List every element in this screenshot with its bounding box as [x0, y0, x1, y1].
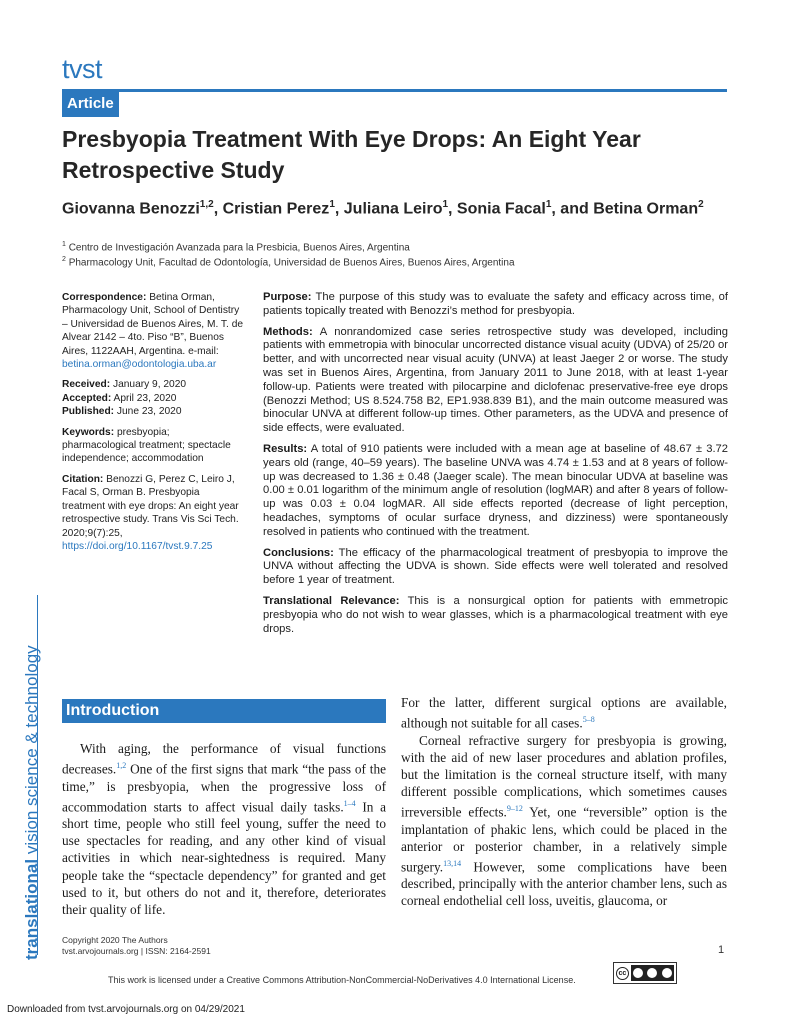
abstract-methods	[263, 326, 728, 436]
abstract-text: The efficacy of the pharmacological treatment of presbyopia to improve the UNVA without affecting the UDVA is shown. Side effects were well tolerated and resolved before 1 year of treatment.	[263, 546, 729, 587]
correspondence-text: Betina Orman, Pharmacology Unit, School of Dentistry – Universidad de Buenos Aires, M. T. de Alvear 2142 – 4to. Piso “B”, Buenos Aires, 1122AAH, Argentina. e-mail:	[62, 292, 244, 357]
abstract-label: Translational Relevance:	[263, 594, 400, 607]
author-affiliation-marker: 1	[329, 199, 335, 210]
introduction-column-left	[62, 740, 386, 918]
abstract-label: Purpose:	[263, 291, 312, 303]
published-label: Published:	[62, 406, 115, 418]
abstract-text: A total of 910 patients were included with a mean age at baseline of 48.67 ± 3.72 years old (range, 40–59 years). The baseline UNVA was 4.74 ± 1.53 and at 8 years of follow-up was decreased to 1.36 ± 0.48 (Jaeger scale). The mean binocular UDVA at baseline was 0.00 ± 0.01 logarithm of the minimum angle of resolution (logMAR) and after 8 years of follow-up was 0.03 ± 0.04 logMAR. All side effects reported (decrease of light perception, headaches, symptoms of ocular surface dryness, and dizziness) were spontaneously resolved in patients who continued with the treatment.	[263, 442, 728, 538]
journal-side-title-rest: vision science & technology	[22, 645, 41, 859]
journal-issn-text: tvst.arvojournals.org | ISSN: 2164-2591	[62, 946, 211, 956]
author-affiliation-marker: 2	[698, 199, 704, 210]
author-name: Sonia Facal	[456, 200, 546, 218]
affiliation-text: Centro de Investigación Avanzada para la Presbicia, Buenos Aires, Argentina	[68, 242, 410, 254]
published-date: June 23, 2020	[116, 406, 182, 418]
abstract-conclusions	[263, 547, 728, 588]
body-text: In a short time, people who still feel young, suffer the need to use spectacles for reading, and any other kind of visual activities in which near-sightedness is required. Many people take the “spectacle dependency” for granted and get used to it, but others do not and it, therefore, deteriorates their quality of life.	[62, 799, 386, 917]
introduction-heading: Introduction	[62, 699, 386, 723]
cc-icon: cc	[616, 967, 629, 980]
abstract-results	[263, 443, 728, 540]
correspondence-email-link[interactable]: betina.orman@odontologia.uba.ar	[62, 359, 217, 371]
affiliation-1	[62, 241, 410, 253]
footer-copyright	[62, 935, 211, 957]
author-name: Giovanna Benozzi	[62, 200, 200, 218]
body-text: One of the first signs that mark “the pass of the time,” is presbyopia, when the progressive loss of accommodation starts to affect visual daily tasks.	[62, 761, 386, 815]
paper-title: Presbyopia Treatment With Eye Drops: An Eight Year Retrospective Study	[62, 126, 641, 183]
citation-text: Benozzi G, Perez C, Leiro J, Facal S, Orman B. Presbyopia treatment with eye drops: An eight year retrospective study. Trans Vis Sci Tech. 2020;9(7):25,	[62, 473, 239, 539]
correspondence-block	[62, 291, 244, 371]
author-name: Cristian Perez	[222, 200, 330, 218]
download-note: Downloaded from tvst.arvojournals.org on 04/29/2021	[7, 1004, 245, 1015]
author-affiliation-marker: 1,2	[199, 199, 214, 210]
citation-label: Citation:	[62, 473, 104, 485]
author-name: Betina Orman	[593, 200, 699, 218]
reference-link[interactable]: 5–8	[582, 715, 595, 725]
keywords-block	[62, 426, 244, 466]
author-name: Juliana Leiro	[343, 200, 443, 218]
accepted-label: Accepted:	[62, 392, 112, 404]
abstract-text: This is a nonsurgical option for patients with emmetropic presbyopia who do not wish to wear glasses, which is a pharmacological treatment with eye drops.	[263, 594, 729, 635]
author-affiliation-marker: 1	[442, 199, 449, 210]
reference-link[interactable]: 1–4	[343, 798, 356, 808]
abstract-text: A nonrandomized case series retrospective study was developed, including patients with emmetropia with binocular uncorrected distance visual acuity (UDVA) of 25/20 or better, and with uncorrected near visual acuity (UNVA) at least Jaeger 2 or worse. The study was set in Buenos Aires, Argentina, from January 2011 to June 2018, with at least 1-year follow-up. Patients were treated with pilocarpine and diclofenac preservative-free eye drops (Benozzi Method; US 8.524.758 B2, EP1.938.839 B1), and the main outcome measured was binocular UNVA at different follow-up times. Other parameters, as the UDVA and presence of side effects, were evaluated.	[263, 325, 728, 435]
reference-link[interactable]: 9–12	[506, 803, 523, 813]
author-list: Giovanna Benozzi$^{1,2}$, Cristian Perez$^1$, Juliana Leiro$^1$, Sonia Facal$^1$, and Betina Orman$^2$	[62, 199, 704, 218]
reference-link[interactable]: 1,2	[116, 761, 127, 771]
cc-by-nc-nd-icon	[631, 965, 674, 981]
dates-block	[62, 378, 244, 418]
received-label: Received:	[62, 379, 111, 391]
abstract-purpose	[263, 291, 728, 319]
journal-logo: tvst	[62, 54, 103, 84]
body-text: With aging, the performance of visual functions decreases.	[62, 741, 386, 777]
abstract-translational-relevance	[263, 595, 728, 636]
body-text: For the latter, different surgical options are available, although not suitable for all cases.	[401, 695, 727, 731]
journal-side-title-bold: translational	[22, 858, 41, 960]
body-text: However, some complications have been described, principally with the anterior chamber lens, such as corneal endothelial cell loss, uveitis, glaucoma, or	[401, 859, 727, 909]
affiliation-2	[62, 256, 515, 268]
abstract-text: The purpose of this study was to evaluate the safety and efficacy across time, of patients topically treated with Benozzi’s method for presbyopia.	[263, 291, 728, 317]
abstract	[263, 291, 728, 643]
accepted-date: April 23, 2020	[113, 392, 177, 404]
body-text: Yet, one “reversible” option is the implantation of phakic lens, which could be placed in the anterior or posterior chamber, in a relatively simple surgery.	[401, 804, 727, 875]
paragraph	[401, 694, 727, 732]
journal-side-title	[22, 645, 42, 960]
author-affiliation-marker: 1	[545, 199, 552, 210]
paragraph	[401, 732, 727, 910]
doi-link[interactable]: https://doi.org/10.1167/tvst.9.7.25	[62, 540, 213, 552]
creative-commons-license-icon[interactable]	[613, 962, 677, 984]
abstract-label: Methods:	[263, 325, 313, 338]
citation-block	[62, 473, 244, 553]
article-metadata	[62, 291, 244, 560]
correspondence-label: Correspondence:	[62, 292, 147, 303]
reference-link[interactable]: 13,14	[443, 858, 462, 868]
page-number: 1	[718, 944, 725, 956]
abstract-label: Results:	[263, 442, 308, 455]
copyright-text: Copyright 2020 The Authors	[62, 935, 168, 945]
keywords-text: presbyopia; pharmacological treatment; spectacle independence; accommodation	[62, 426, 231, 465]
keywords-label: Keywords:	[62, 426, 115, 438]
affiliation-number: 1	[62, 241, 66, 248]
body-text: Corneal refractive surgery for presbyopia is growing, with the aid of new laser procedures and ablation profiles, but the limitation is the corneal structure itself, with many different possible complications, which sometimes causes irreversible effects.	[401, 732, 727, 820]
license-text: This work is licensed under a Creative Commons Attribution-NonCommercial-NoDerivatives 4.0 International License.	[108, 975, 576, 985]
affiliation-number: 2	[62, 256, 66, 263]
introduction-column-right	[401, 694, 727, 909]
header-rule	[62, 89, 727, 92]
affiliation-text: Pharmacology Unit, Facultad de Odontología, Universidad de Buenos Aires, Buenos Aires, Argentina	[68, 257, 515, 269]
abstract-label: Conclusions:	[263, 546, 334, 559]
article-type-badge: Article	[62, 91, 119, 117]
received-date: January 9, 2020	[112, 379, 187, 391]
